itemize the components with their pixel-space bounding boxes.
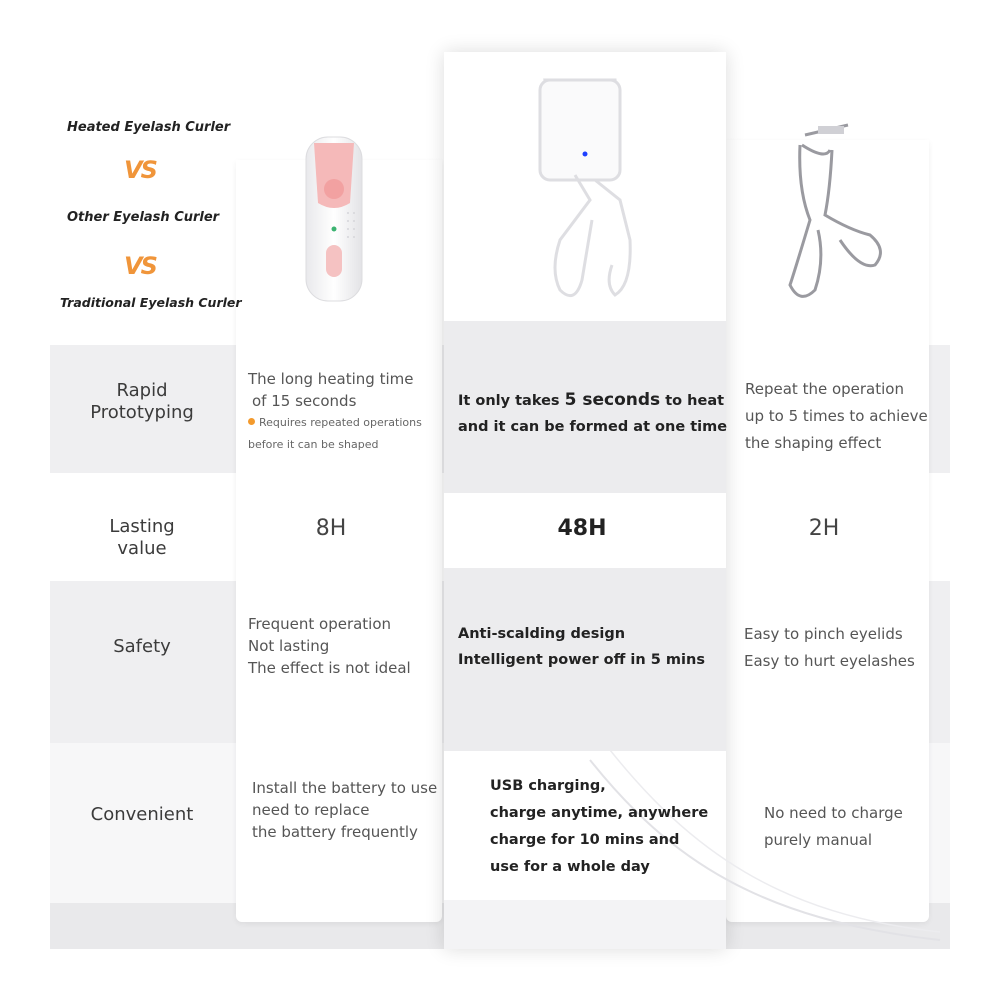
heated-lasting-value: 8H [315,516,347,541]
other-lasting-value: 48H [557,516,607,541]
cell-line: Easy to hurt eyelashes [744,652,915,670]
row-label-line: value [117,538,167,559]
traditional-curler-image [770,120,890,310]
heated-curler-image [298,133,370,305]
traditional-safety-cell [744,621,915,675]
cell-line: use for a whole day [490,859,650,875]
cell-line: the battery frequently [252,823,418,841]
cell-line: Frequent operation [248,615,392,633]
cell-line: of 15 seconds [252,392,357,410]
cell-line: charge for 10 mins and [490,832,680,848]
cell-line [458,387,727,414]
cell-note-line: before it can be shaped [248,438,379,451]
heated-safety-cell [248,613,411,679]
row-label-line: Rapid [116,380,168,401]
note-text: Requires repeated operations [259,416,422,429]
cell-line: USB charging, [490,778,606,794]
row-label-lasting-value [50,516,234,560]
heated-rapid-cell [248,368,422,456]
cell-text: It only takes [458,393,565,409]
cell-line: The long heating time [248,370,414,388]
row-label-line: Lasting [109,516,175,537]
orange-bullet-icon [248,418,255,425]
vs-badge-1: VS [124,156,156,184]
cell-line: charge anytime, anywhere [490,805,709,821]
row-label-rapid-prototyping [50,380,234,424]
cell-note [248,412,422,434]
cell-line: Install the battery to use [252,779,438,797]
heated-convenient-cell [252,777,437,843]
heated-curler-label: Heated Eyelash Curler [67,120,231,135]
cell-line: Easy to pinch eyelids [744,625,903,643]
row-label-safety: Safety [113,636,171,657]
cell-line: Not lasting [248,637,330,655]
traditional-convenient-cell [764,800,903,854]
other-curler-image [520,70,660,310]
cell-line: Anti-scalding design [458,626,626,642]
cell-line: Repeat the operation [745,380,904,398]
other-safety-cell [458,621,705,673]
cell-line: and it can be formed at one time [458,419,728,435]
cell-line: Intelligent power off in 5 mins [458,652,705,668]
cell-line: The effect is not ideal [248,659,411,677]
cell-line: No need to charge [764,804,903,822]
cell-line: purely manual [764,831,873,849]
highlight-text: 5 seconds [564,390,661,410]
other-curler-label: Other Eyelash Curler [67,210,220,225]
row-label-line: Prototyping [90,402,194,423]
cell-line: up to 5 times to achieve [745,407,928,425]
cell-line: the shaping effect [745,434,882,452]
traditional-curler-label: Traditional Eyelash Curler [60,295,242,310]
vs-badge-2: VS [124,252,156,280]
cell-text: to heat [660,393,725,409]
cell-line: need to replace [252,801,370,819]
traditional-lasting-value: 2H [808,516,840,541]
row-label-convenient: Convenient [90,804,194,825]
other-convenient-cell [490,773,708,881]
traditional-rapid-cell [745,376,928,457]
other-rapid-cell [458,387,727,440]
